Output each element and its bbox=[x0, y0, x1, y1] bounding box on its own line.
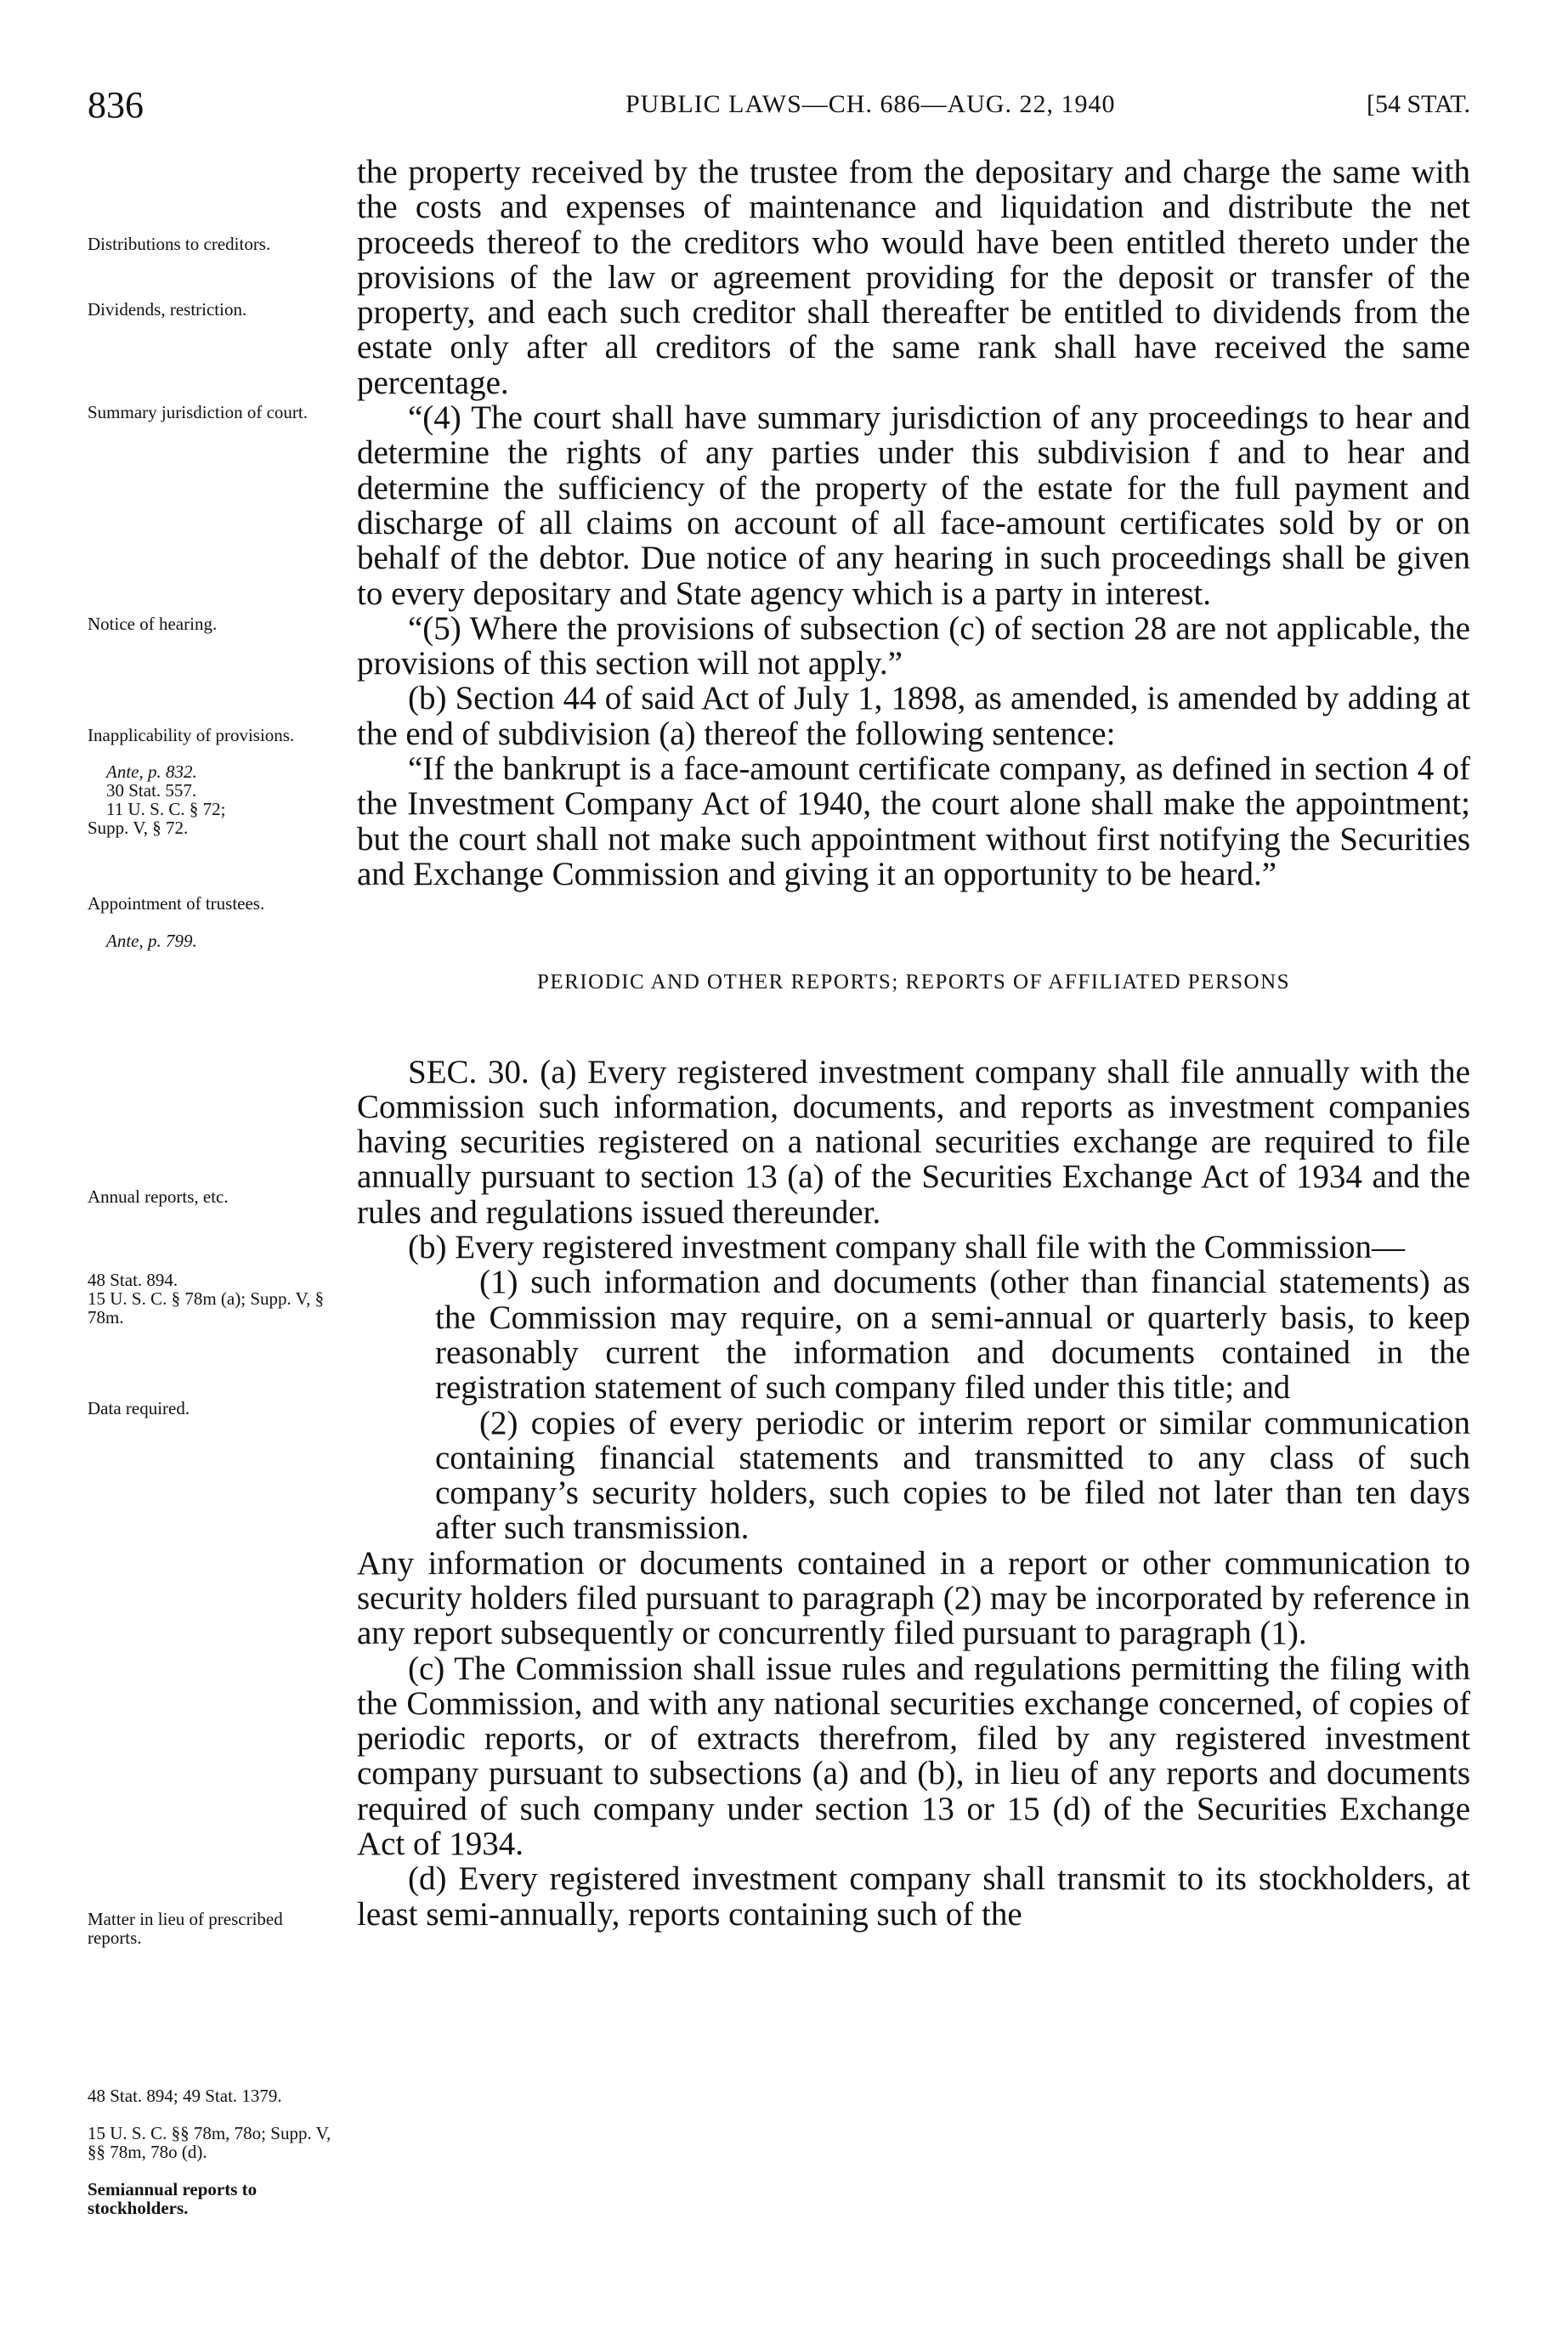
margin-note-ref: 11 U. S. C. § 72; bbox=[106, 799, 226, 819]
margin-note-dividends: Dividends, restriction. bbox=[88, 299, 247, 320]
running-title: PUBLIC LAWS—CH. 686—AUG. 22, 1940 bbox=[626, 90, 1116, 118]
margin-note-ref-text: Ante, p. 832. bbox=[106, 761, 197, 782]
margin-note-inapplicability: Inapplicability of provisions. bbox=[88, 725, 295, 745]
paragraph: the property received by the trustee from the depositary and charge the same with the costs and expenses of maintenance and liquidation and distribute the net proceeds thereof to the creditors who would have been entitled thereto under the provisions of the law or agreement providing for the deposit or transfer of the property, and each such creditor shall thereafter be entitled to dividends from the estate only after all creditors of the same rank shall have received the same percentage. bbox=[357, 154, 1470, 401]
margin-note-ref bbox=[88, 763, 358, 782]
subparagraph: (1) such information and documents (other than financial statements) as the Commission may require, on a semi-annual or quarterly basis, to keep reasonably current the information and documents contained in the registration statement of such company filed under this title; and bbox=[435, 1264, 1470, 1407]
margin-note-matter-in-lieu: Matter in lieu of prescribed reports. bbox=[88, 1909, 283, 1948]
paragraph: SEC. 30. (a) Every registered investment company shall file annually with the Commission such information, documents, and reports as investment companies having securities registered on a national securities exchange are required to file annually pursuant to section 13 (a) of the Securities Exchange Act of 1934 and the rules and regulations issued thereunder. bbox=[357, 1053, 1470, 1231]
paragraph: (d) Every registered investment company shall transmit to its stockholders, at least semi-annually, reports containing such of the bbox=[357, 1860, 1470, 1933]
paragraph: (b) Section 44 of said Act of July 1, 1898, as amended, is amended by adding at the end of subdivision (a) thereof the following sentence: bbox=[357, 680, 1470, 752]
margin-note-appointment: Appointment of trustees. bbox=[88, 893, 265, 914]
margin-note-data-required: Data required. bbox=[88, 1398, 190, 1418]
margin-note-ref: 48 Stat. 894. bbox=[88, 1270, 178, 1290]
margin-note-distributions: Distributions to creditors. bbox=[88, 234, 271, 254]
paragraph: “(4) The court shall have summary jurisdiction of any proceedings to hear and determine the rights of any parties under this subdivision f and to hear and determine the sufficiency of the property of the estate for the full payment and discharge of all claims on account of all face-amount certificates sold by or on behalf of the debtor. Due notice of any hearing in such proceedings shall be given to every depositary and State agency which is a party in interest. bbox=[357, 399, 1470, 612]
margin-note-notice-of-hearing: Notice of hearing. bbox=[88, 614, 218, 634]
margin-note-annual-reports: Annual reports, etc. bbox=[88, 1186, 229, 1207]
margin-note-ref: Supp. V, § 72. bbox=[88, 818, 189, 838]
margin-note-summary-jurisdiction: Summary jurisdiction of court. bbox=[88, 402, 308, 422]
page-header bbox=[0, 83, 1568, 134]
margin-note-ref: 30 Stat. 557. bbox=[106, 780, 197, 801]
margin-note-ref bbox=[88, 932, 358, 951]
margin-note-ref: 15 U. S. C. §§ 78m, 78o; Supp. V, §§ 78m, 78o (d). bbox=[88, 2123, 331, 2162]
section-heading: PERIODIC AND OTHER REPORTS; REPORTS OF AFFILIATED PERSONS bbox=[536, 971, 1291, 994]
paragraph: Any information or documents contained in a report or other communication to security holders filed pursuant to paragraph (2) may be incorporated by reference in any report subsequently or concurrently filed pursuant to paragraph (1). bbox=[357, 1544, 1470, 1652]
subparagraph: (2) copies of every periodic or interim report or similar communication containing financial statements and transmitted to any class of such company’s security holders, such copies to be filed not later than ten days after such transmission. bbox=[435, 1404, 1470, 1547]
paragraph: (c) The Commission shall issue rules and regulations permitting the filing with the Commission, and with any national securities exchange concerned, of copies of periodic reports, or of extracts therefrom, filed by any registered investment company pursuant to subsections (a) and (b), in lieu of any reports and documents required of such company under section 13 or 15 (d) of the Securities Exchange Act of 1934. bbox=[357, 1650, 1470, 1863]
margin-note-semiannual: Semiannual reports to stockholders. bbox=[88, 2179, 258, 2218]
margin-note-ref: 48 Stat. 894; 49 Stat. 1379. bbox=[88, 2086, 282, 2106]
paragraph: (b) Every registered investment company shall file with the Commission— bbox=[408, 1229, 1406, 1266]
volume-reference: [54 STAT. bbox=[1366, 90, 1470, 118]
page-number: 836 bbox=[88, 84, 144, 126]
margin-note-ref: 15 U. S. C. § 78m (a); Supp. V, § 78m. bbox=[88, 1288, 325, 1328]
paragraph: “(5) Where the provisions of subsection (c) of section 28 are not applicable, the provisions of this section will not apply.” bbox=[357, 609, 1470, 682]
paragraph: “If the bankrupt is a face-amount certificate company, as defined in section 4 of the Investment Company Act of 1940, the court alone shall make the appointment; but the court shall not make such appointment without first notifying the Securities and Exchange Commission and giving it an opportunity to be heard.” bbox=[357, 750, 1470, 892]
margin-note-ref-text: Ante, p. 799. bbox=[106, 931, 197, 951]
main-text bbox=[357, 155, 1470, 1932]
